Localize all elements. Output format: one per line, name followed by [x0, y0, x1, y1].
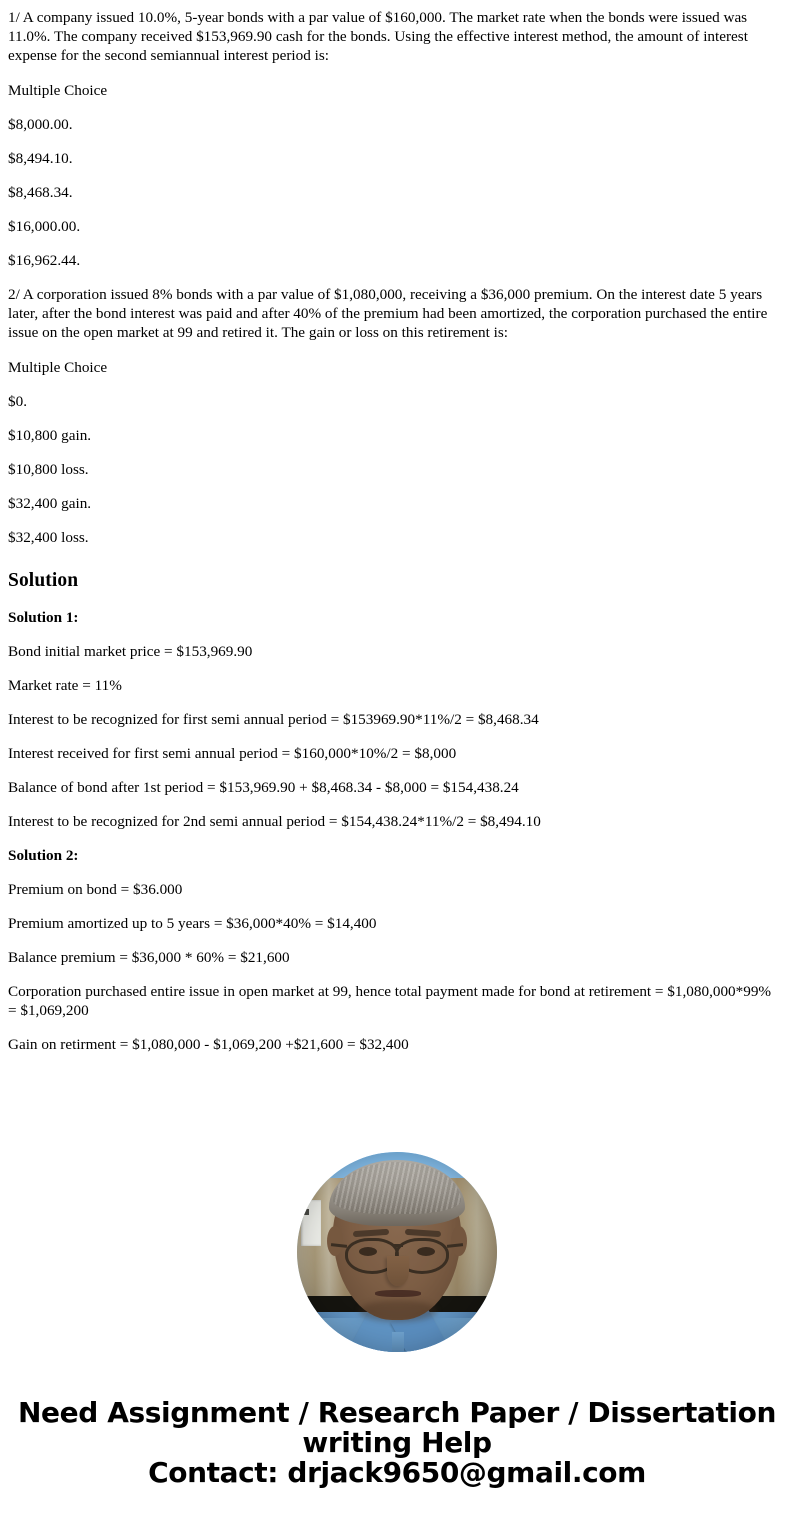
solution-2-line-5: Gain on retirment = $1,080,000 - $1,069,200 +$21,600 = $32,400	[8, 1036, 409, 1053]
photo-ear-left	[327, 1226, 343, 1256]
solution-1-line-6: Interest to be recognized for 2nd semi annual period = $154,438.24*11%/2 = $8,494.10	[8, 813, 541, 830]
solution-1-line-1: Bond initial market price = $153,969.90	[8, 643, 253, 660]
photo-shirt-placket	[392, 1332, 404, 1352]
photo-mouth	[375, 1290, 421, 1297]
photo-nose	[387, 1256, 409, 1286]
photo-chin-shadow	[359, 1300, 437, 1322]
question-2-option-5[interactable]: $32,400 loss.	[8, 529, 89, 546]
footer-cta	[0, 1398, 794, 1488]
question-1-option-4[interactable]: $16,000.00.	[8, 218, 81, 235]
solution-2-line-4: Corporation purchased entire issue in open market at 99, hence total payment made for bond at retirement = $1,080,000*99% = $1,069,200	[8, 983, 772, 1019]
footer-contact-line[interactable]: Contact: drjack9650@gmail.com	[148, 1456, 646, 1489]
question-1-option-5[interactable]: $16,962.44.	[8, 252, 81, 269]
question-1-prompt: 1/ A company issued 10.0%, 5-year bonds with a par value of $160,000. The market rate when the bonds were issued was 11.0%. The company received $153,969.90 cash for the bonds. Using the effective interest method, the amount of interest expense for the second semiannual interest period is:	[8, 9, 748, 64]
question-2-option-4[interactable]: $32,400 gain.	[8, 495, 92, 512]
avatar	[297, 1152, 497, 1352]
question-1-option-1[interactable]: $8,000.00.	[8, 116, 73, 133]
solution-heading: Solution	[8, 570, 79, 591]
solution-1-line-3: Interest to be recognized for first semi annual period = $153969.90*11%/2 = $8,468.34	[8, 711, 539, 728]
footer-line-1: Need Assignment / Research Paper / Dissertation	[17, 1396, 776, 1429]
solution-1-line-5: Balance of bond after 1st period = $153,969.90 + $8,468.34 - $8,000 = $154,438.24	[8, 779, 519, 796]
photo-wall-switch-panel	[301, 1200, 321, 1246]
question-2-option-1[interactable]: $0.	[8, 393, 27, 410]
question-2-option-2[interactable]: $10,800 gain.	[8, 427, 92, 444]
question-1-type-label: Multiple Choice	[8, 82, 108, 99]
question-2-option-3[interactable]: $10,800 loss.	[8, 461, 89, 478]
footer-line-2: writing Help	[302, 1426, 492, 1459]
solution-2-line-3: Balance premium = $36,000 * 60% = $21,600	[8, 949, 290, 966]
photo-ear-right	[451, 1226, 467, 1256]
photo-glasses-bridge	[393, 1244, 403, 1247]
solution-1-label: Solution 1:	[8, 609, 79, 626]
question-2-type-label: Multiple Choice	[8, 359, 108, 376]
avatar-container	[0, 1152, 794, 1352]
solution-1-line-4: Interest received for first semi annual period = $160,000*10%/2 = $8,000	[8, 745, 457, 762]
solution-2-line-2: Premium amortized up to 5 years = $36,000*40% = $14,400	[8, 915, 377, 932]
question-1-option-2[interactable]: $8,494.10.	[8, 150, 73, 167]
solution-1-line-2: Market rate = 11%	[8, 677, 122, 694]
solution-2-line-1: Premium on bond = $36.000	[8, 881, 183, 898]
question-1-option-3[interactable]: $8,468.34.	[8, 184, 73, 201]
solution-2-label: Solution 2:	[8, 847, 79, 864]
question-2-prompt: 2/ A corporation issued 8% bonds with a par value of $1,080,000, receiving a $36,000 premium. On the interest date 5 years later, after the bond interest was paid and after 40% of the premium had been amortized, the corporation purchased the entire issue on the open market at 99 and retired it. The gain or loss on this retirement is:	[8, 286, 768, 341]
